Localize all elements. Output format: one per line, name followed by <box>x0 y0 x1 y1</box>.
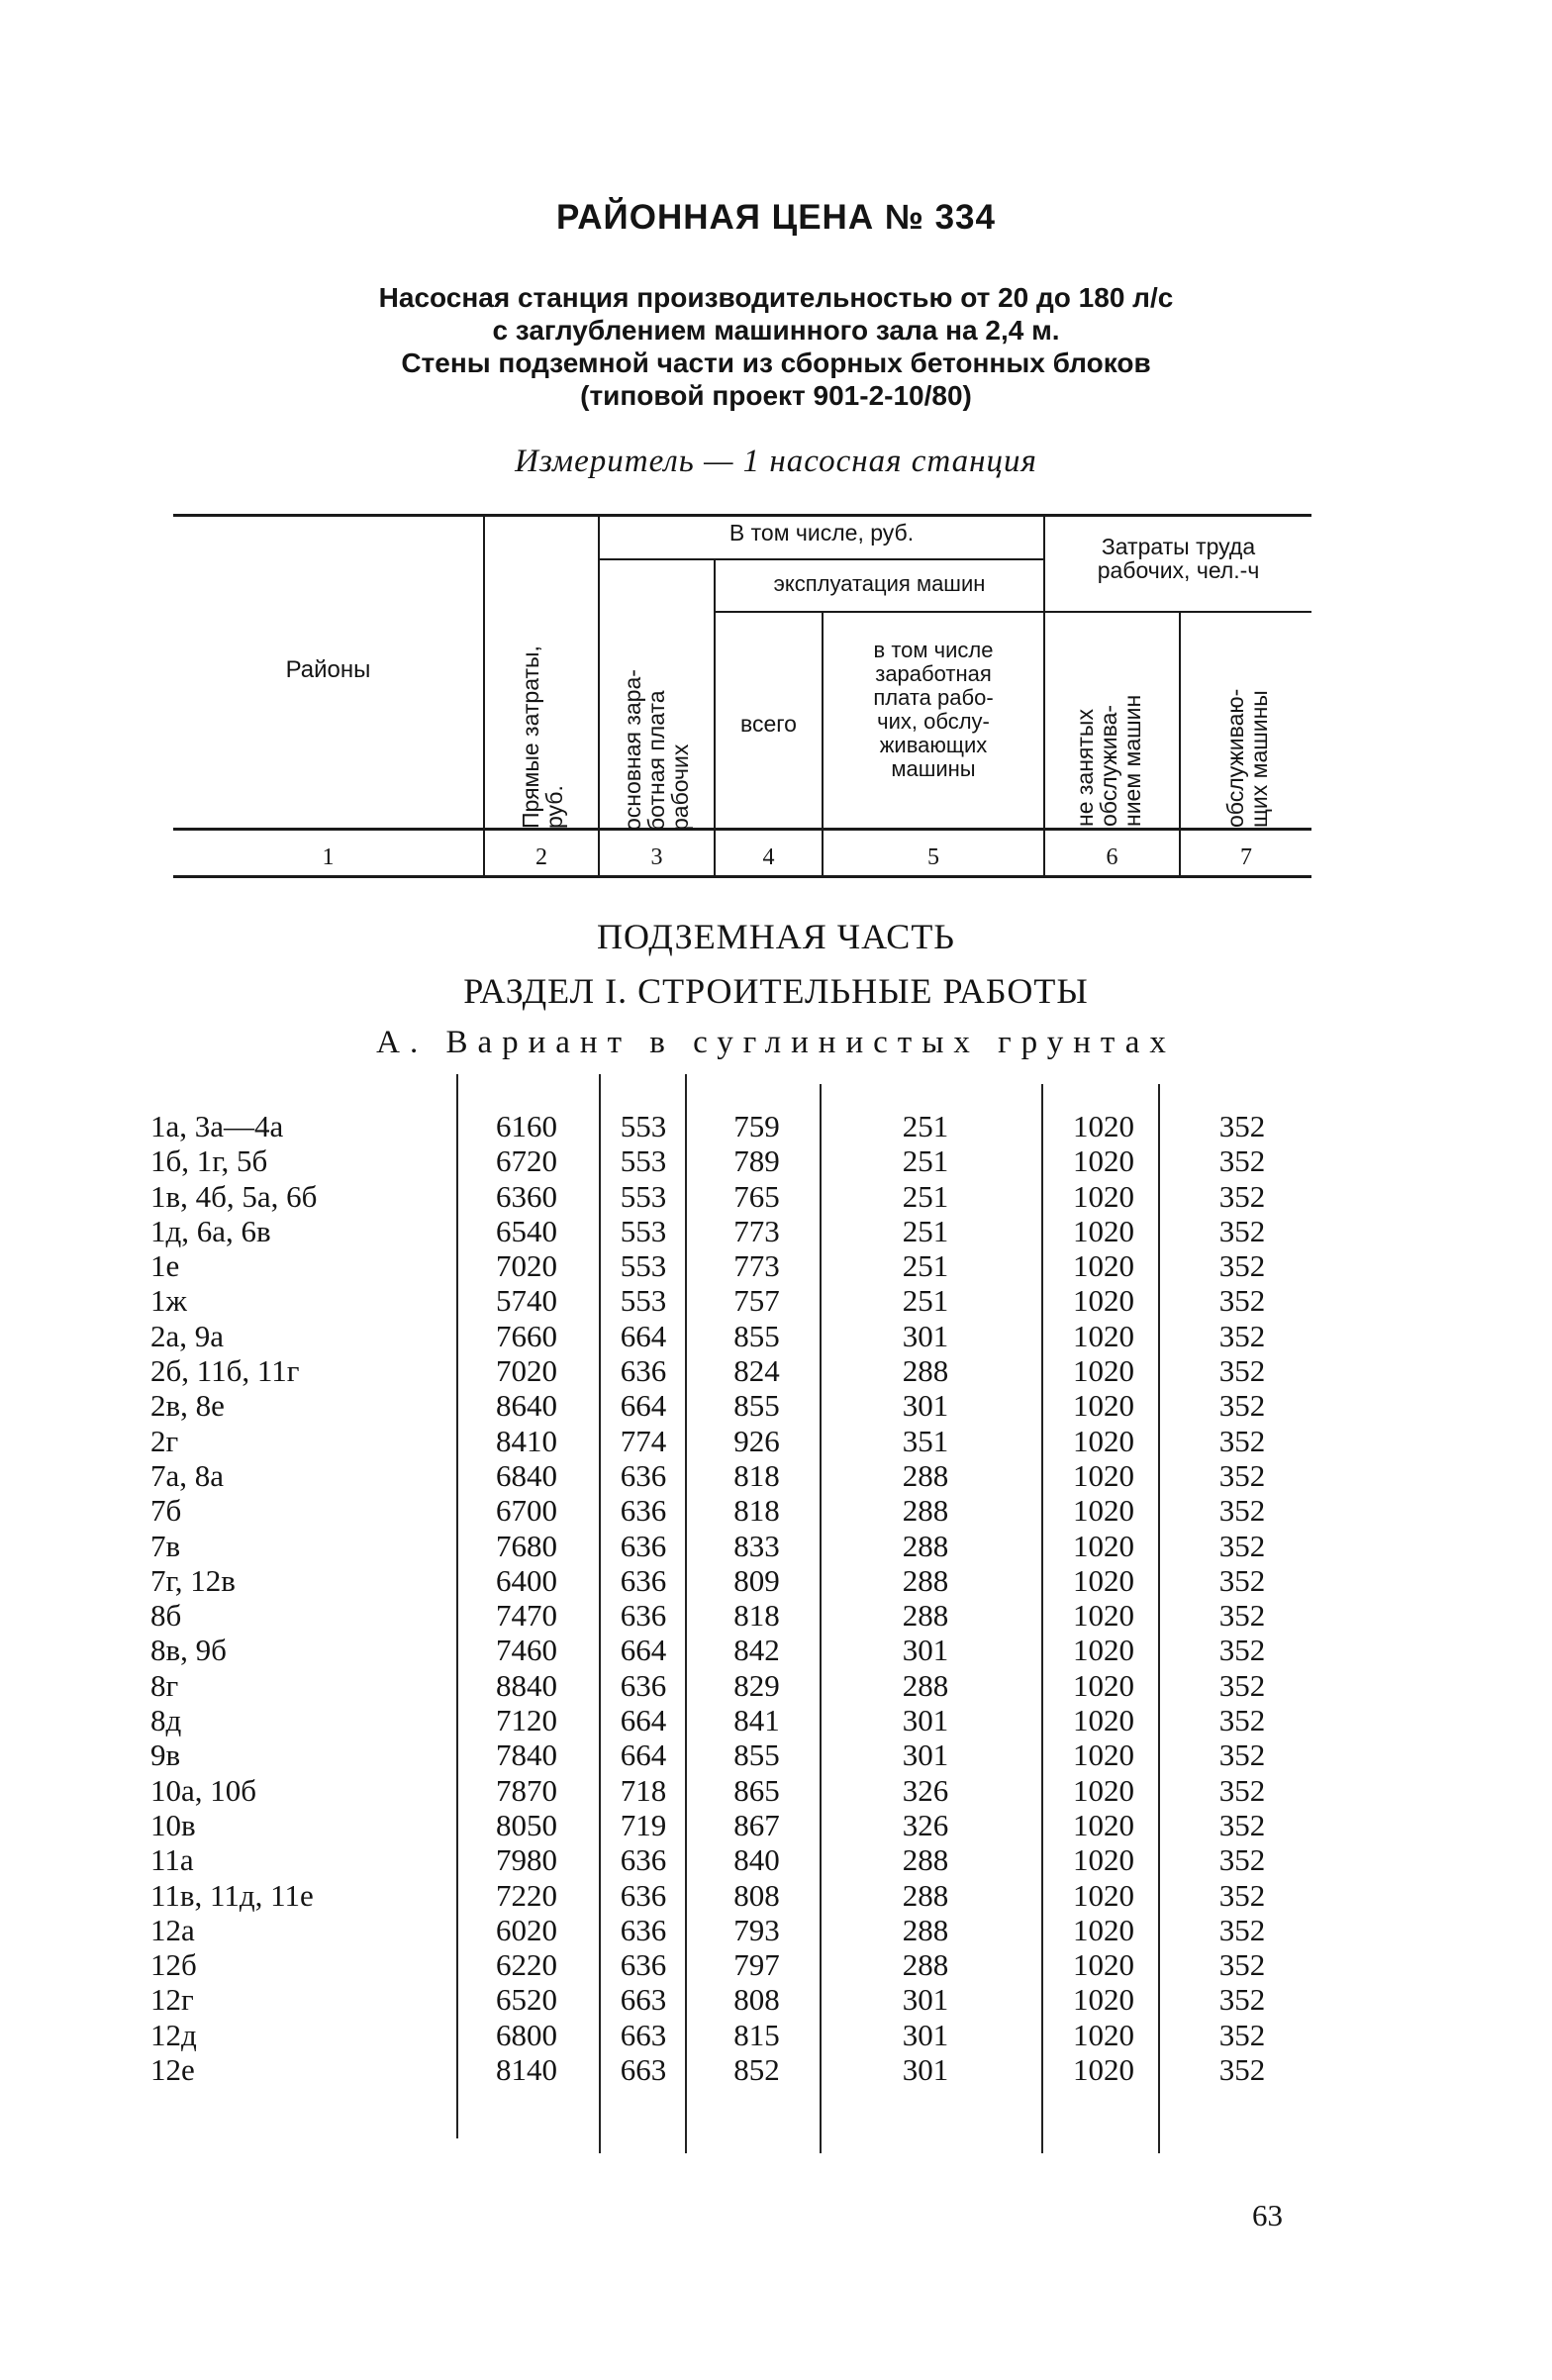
value-cell: 636 <box>620 1947 667 1983</box>
value-cell: 1020 <box>1073 1109 1134 1143</box>
value-cell: 818 <box>733 1598 780 1634</box>
district-cell: 2а, 9а <box>150 1318 225 1353</box>
value-cell: 841 <box>733 1703 780 1738</box>
district-cell: 9в <box>150 1737 181 1773</box>
value-cell: 765 <box>733 1178 780 1214</box>
value-cell: 840 <box>733 1842 780 1878</box>
value-cell: 7840 <box>496 1737 557 1773</box>
value-cell: 6800 <box>496 2017 557 2052</box>
value-cell: 1020 <box>1073 1912 1134 1947</box>
value-cell: 1020 <box>1073 1143 1134 1179</box>
value-cell: 757 <box>733 1283 780 1319</box>
value-cell: 352 <box>1218 1109 1266 1143</box>
value-cell: 7660 <box>496 1318 557 1353</box>
value-cell: 636 <box>620 1842 667 1878</box>
district-cell: 1д, 6а, 6в <box>150 1213 271 1248</box>
value-cell: 553 <box>620 1283 667 1319</box>
district-cell: 8в, 9б <box>150 1633 227 1668</box>
value-cell: 829 <box>733 1667 780 1703</box>
value-cell: 719 <box>620 1807 667 1842</box>
value-cell: 1020 <box>1073 1318 1134 1353</box>
value-cell: 6520 <box>496 1982 557 2018</box>
value-cell: 1020 <box>1073 1807 1134 1842</box>
value-cell: 301 <box>902 1703 949 1738</box>
value-cell: 7870 <box>496 1772 557 1808</box>
subtitle-line-2: с заглублением машинного зала на 2,4 м. <box>492 315 1060 346</box>
value-cell: 636 <box>620 1528 667 1563</box>
value-cell: 1020 <box>1073 1633 1134 1668</box>
value-cell: 1020 <box>1073 1528 1134 1563</box>
value-cell: 301 <box>902 2017 949 2052</box>
value-cell: 352 <box>1218 1877 1266 1913</box>
value-cell: 251 <box>902 1178 949 1214</box>
value-cell: 808 <box>733 1877 780 1913</box>
value-cell: 352 <box>1218 1667 1266 1703</box>
district-cell: 7б <box>150 1493 182 1529</box>
value-cell: 855 <box>733 1318 780 1353</box>
district-cell: 2б, 11б, 11г <box>150 1353 300 1389</box>
district-cell: 7а, 8а <box>150 1457 225 1493</box>
value-cell: 288 <box>902 1877 949 1913</box>
value-cell: 6840 <box>496 1457 557 1493</box>
value-cell: 664 <box>620 1633 667 1668</box>
value-cell: 6720 <box>496 1143 557 1179</box>
value-cell: 636 <box>620 1353 667 1389</box>
value-cell: 301 <box>902 1737 949 1773</box>
value-cell: 352 <box>1218 2052 1266 2088</box>
section-part: ПОДЗЕМНАЯ ЧАСТЬ <box>597 917 955 956</box>
district-cell: 12д <box>150 2017 197 2052</box>
value-cell: 326 <box>902 1772 949 1808</box>
value-cell: 352 <box>1218 1912 1266 1947</box>
district-cell: 12б <box>150 1947 197 1983</box>
value-cell: 352 <box>1218 2017 1266 2052</box>
value-cell: 352 <box>1218 1772 1266 1808</box>
value-cell: 636 <box>620 1877 667 1913</box>
value-cell: 1020 <box>1073 2017 1134 2052</box>
value-cell: 1020 <box>1073 1947 1134 1983</box>
value-cell: 833 <box>733 1528 780 1563</box>
column-direct-costs <box>472 1109 581 2087</box>
value-cell: 288 <box>902 1598 949 1634</box>
value-cell: 718 <box>620 1772 667 1808</box>
value-cell: 8840 <box>496 1667 557 1703</box>
value-cell: 288 <box>902 1912 949 1947</box>
district-cell: 7в <box>150 1528 181 1563</box>
value-cell: 7120 <box>496 1703 557 1738</box>
column-labor-servicing <box>1178 1109 1307 2087</box>
district-cell: 12е <box>150 2052 195 2088</box>
value-cell: 1020 <box>1073 1562 1134 1598</box>
value-cell: 808 <box>733 1982 780 2018</box>
table-header <box>0 0 1552 911</box>
value-cell: 7470 <box>496 1598 557 1634</box>
section-division: РАЗДЕЛ I. СТРОИТЕЛЬНЫЕ РАБОТЫ <box>463 971 1089 1011</box>
header-including-rub: В том числе, руб. <box>728 520 915 545</box>
value-cell: 7220 <box>496 1877 557 1913</box>
district-cell: 1е <box>150 1248 180 1284</box>
value-cell: 797 <box>733 1947 780 1983</box>
value-cell: 8140 <box>496 2052 557 2088</box>
value-cell: 352 <box>1218 1528 1266 1563</box>
value-cell: 8640 <box>496 1388 557 1424</box>
value-cell: 852 <box>733 2052 780 2088</box>
value-cell: 793 <box>733 1912 780 1947</box>
value-cell: 855 <box>733 1737 780 1773</box>
value-cell: 352 <box>1218 1737 1266 1773</box>
value-cell: 842 <box>733 1633 780 1668</box>
value-cell: 663 <box>620 2017 667 2052</box>
district-cell: 10в <box>150 1807 196 1842</box>
column-labor-not-servicing <box>1049 1109 1158 2087</box>
subtitle-line-1: Насосная станция производительностью от 20 до 180 л/с <box>378 282 1174 313</box>
column-number-2: 2 <box>535 844 547 870</box>
district-cell: 8д <box>150 1703 182 1738</box>
value-cell: 352 <box>1218 1143 1266 1179</box>
value-cell: 6020 <box>496 1912 557 1947</box>
value-cell: 6700 <box>496 1493 557 1529</box>
value-cell: 553 <box>620 1109 667 1143</box>
value-cell: 301 <box>902 1318 949 1353</box>
value-cell: 865 <box>733 1772 780 1808</box>
subtitle-line-4: (типовой проект 901-2-10/80) <box>580 380 972 411</box>
value-cell: 636 <box>620 1457 667 1493</box>
value-cell: 301 <box>902 2052 949 2088</box>
header-labor-costs: Затраты труда рабочих, чел.-ч <box>1097 534 1260 583</box>
value-cell: 1020 <box>1073 1213 1134 1248</box>
column-number-7: 7 <box>1240 844 1252 870</box>
value-cell: 1020 <box>1073 1703 1134 1738</box>
district-cell: 1а, 3а—4а <box>150 1109 284 1143</box>
header-machine-operation: эксплуатация машин <box>773 571 986 596</box>
district-cell: 8г <box>150 1667 179 1703</box>
value-cell: 664 <box>620 1318 667 1353</box>
value-cell: 7020 <box>496 1248 557 1284</box>
value-cell: 352 <box>1218 1248 1266 1284</box>
page-number: 63 <box>1252 2198 1283 2232</box>
value-cell: 352 <box>1218 1353 1266 1389</box>
value-cell: 6540 <box>496 1213 557 1248</box>
value-cell: 664 <box>620 1703 667 1738</box>
value-cell: 1020 <box>1073 1877 1134 1913</box>
value-cell: 636 <box>620 1562 667 1598</box>
value-cell: 7460 <box>496 1633 557 1668</box>
value-cell: 824 <box>733 1353 780 1389</box>
value-cell: 664 <box>620 1388 667 1424</box>
column-districts <box>150 1109 447 2087</box>
district-cell: 1ж <box>150 1283 187 1319</box>
value-cell: 352 <box>1218 1598 1266 1634</box>
value-cell: 1020 <box>1073 1457 1134 1493</box>
value-cell: 251 <box>902 1248 949 1284</box>
value-cell: 8410 <box>496 1423 557 1458</box>
district-cell: 1б, 1г, 5б <box>150 1143 268 1179</box>
value-cell: 926 <box>733 1423 780 1458</box>
column-number-3: 3 <box>650 844 663 870</box>
value-cell: 1020 <box>1073 1248 1134 1284</box>
column-machine-wage <box>861 1109 990 2087</box>
measure-unit: Измеритель — 1 насосная станция <box>515 444 1037 479</box>
district-cell: 1в, 4б, 5а, 6б <box>150 1178 318 1214</box>
value-cell: 352 <box>1218 1982 1266 2018</box>
value-cell: 301 <box>902 1633 949 1668</box>
district-cell: 8б <box>150 1598 182 1634</box>
value-cell: 1020 <box>1073 1353 1134 1389</box>
value-cell: 288 <box>902 1842 949 1878</box>
value-cell: 1020 <box>1073 2052 1134 2088</box>
value-cell: 789 <box>733 1143 780 1179</box>
value-cell: 251 <box>902 1213 949 1248</box>
district-cell: 10а, 10б <box>150 1772 257 1808</box>
value-cell: 636 <box>620 1598 667 1634</box>
value-cell: 636 <box>620 1493 667 1529</box>
value-cell: 773 <box>733 1213 780 1248</box>
value-cell: 663 <box>620 1982 667 2018</box>
value-cell: 6360 <box>496 1178 557 1214</box>
header-direct-costs: Прямые затраты, руб. <box>518 645 567 829</box>
value-cell: 1020 <box>1073 1772 1134 1808</box>
value-cell: 352 <box>1218 1703 1266 1738</box>
header-not-servicing: не занятых обслужива- нием машин <box>1072 694 1145 827</box>
value-cell: 326 <box>902 1807 949 1842</box>
value-cell: 301 <box>902 1982 949 2018</box>
value-cell: 1020 <box>1073 1737 1134 1773</box>
value-cell: 288 <box>902 1493 949 1529</box>
header-incl-machine-wage: в том числе заработная плата рабо- чих, обслу- живающих машины <box>873 638 994 781</box>
value-cell: 553 <box>620 1248 667 1284</box>
district-cell: 2в, 8е <box>150 1388 225 1424</box>
value-cell: 352 <box>1218 1178 1266 1214</box>
value-cell: 288 <box>902 1947 949 1983</box>
value-cell: 352 <box>1218 1493 1266 1529</box>
header-servicing: обслуживаю- щих машины <box>1222 688 1272 828</box>
value-cell: 351 <box>902 1423 949 1458</box>
value-cell: 867 <box>733 1807 780 1842</box>
value-cell: 774 <box>620 1423 667 1458</box>
value-cell: 352 <box>1218 1457 1266 1493</box>
header-base-wage: основная зара- ботная плата рабочих <box>620 669 693 831</box>
value-cell: 288 <box>902 1667 949 1703</box>
value-cell: 301 <box>902 1388 949 1424</box>
value-cell: 663 <box>620 2052 667 2088</box>
value-cell: 7020 <box>496 1353 557 1389</box>
value-cell: 288 <box>902 1562 949 1598</box>
value-cell: 352 <box>1218 1283 1266 1319</box>
column-number-4: 4 <box>762 844 775 870</box>
value-cell: 809 <box>733 1562 780 1598</box>
value-cell: 288 <box>902 1457 949 1493</box>
value-cell: 1020 <box>1073 1598 1134 1634</box>
value-cell: 636 <box>620 1912 667 1947</box>
value-cell: 251 <box>902 1143 949 1179</box>
value-cell: 1020 <box>1073 1283 1134 1319</box>
district-cell: 12г <box>150 1982 194 2018</box>
value-cell: 352 <box>1218 1842 1266 1878</box>
column-machine-total <box>705 1109 809 2087</box>
value-cell: 251 <box>902 1283 949 1319</box>
value-cell: 352 <box>1218 1213 1266 1248</box>
value-cell: 288 <box>902 1353 949 1389</box>
value-cell: 352 <box>1218 1423 1266 1458</box>
value-cell: 818 <box>733 1457 780 1493</box>
section-variant: А. Вариант в суглинистых грунтах <box>376 1025 1176 1060</box>
value-cell: 288 <box>902 1528 949 1563</box>
district-cell: 12а <box>150 1912 195 1947</box>
district-cell: 7г, 12в <box>150 1562 236 1598</box>
value-cell: 1020 <box>1073 1982 1134 2018</box>
column-number-5: 5 <box>927 844 939 870</box>
value-cell: 1020 <box>1073 1667 1134 1703</box>
value-cell: 759 <box>733 1109 780 1143</box>
value-cell: 553 <box>620 1143 667 1179</box>
subtitle-line-3: Стены подземной части из сборных бетонных блоков <box>401 347 1151 378</box>
district-cell: 11в, 11д, 11е <box>150 1877 314 1913</box>
value-cell: 6160 <box>496 1109 557 1143</box>
header-districts: Районы <box>285 656 371 683</box>
value-cell: 1020 <box>1073 1842 1134 1878</box>
column-number-6: 6 <box>1106 844 1118 870</box>
value-cell: 815 <box>733 2017 780 2052</box>
column-number-1: 1 <box>322 844 335 870</box>
value-cell: 8050 <box>496 1807 557 1842</box>
value-cell: 1020 <box>1073 1388 1134 1424</box>
value-cell: 1020 <box>1073 1493 1134 1529</box>
district-cell: 2г <box>150 1423 179 1458</box>
value-cell: 5740 <box>496 1283 557 1319</box>
value-cell: 7680 <box>496 1528 557 1563</box>
value-cell: 352 <box>1218 1947 1266 1983</box>
value-cell: 553 <box>620 1178 667 1214</box>
value-cell: 553 <box>620 1213 667 1248</box>
page-title: РАЙОННАЯ ЦЕНА № 334 <box>556 198 996 237</box>
value-cell: 251 <box>902 1109 949 1143</box>
value-cell: 352 <box>1218 1807 1266 1842</box>
value-cell: 352 <box>1218 1633 1266 1668</box>
value-cell: 855 <box>733 1388 780 1424</box>
value-cell: 818 <box>733 1493 780 1529</box>
value-cell: 1020 <box>1073 1178 1134 1214</box>
value-cell: 6220 <box>496 1947 557 1983</box>
value-cell: 773 <box>733 1248 780 1284</box>
column-base-wage <box>604 1109 683 2087</box>
value-cell: 352 <box>1218 1388 1266 1424</box>
value-cell: 6400 <box>496 1562 557 1598</box>
value-cell: 352 <box>1218 1318 1266 1353</box>
value-cell: 664 <box>620 1737 667 1773</box>
header-total: всего <box>740 711 797 737</box>
value-cell: 7980 <box>496 1842 557 1878</box>
district-cell: 11а <box>150 1842 194 1878</box>
value-cell: 636 <box>620 1667 667 1703</box>
value-cell: 352 <box>1218 1562 1266 1598</box>
value-cell: 1020 <box>1073 1423 1134 1458</box>
